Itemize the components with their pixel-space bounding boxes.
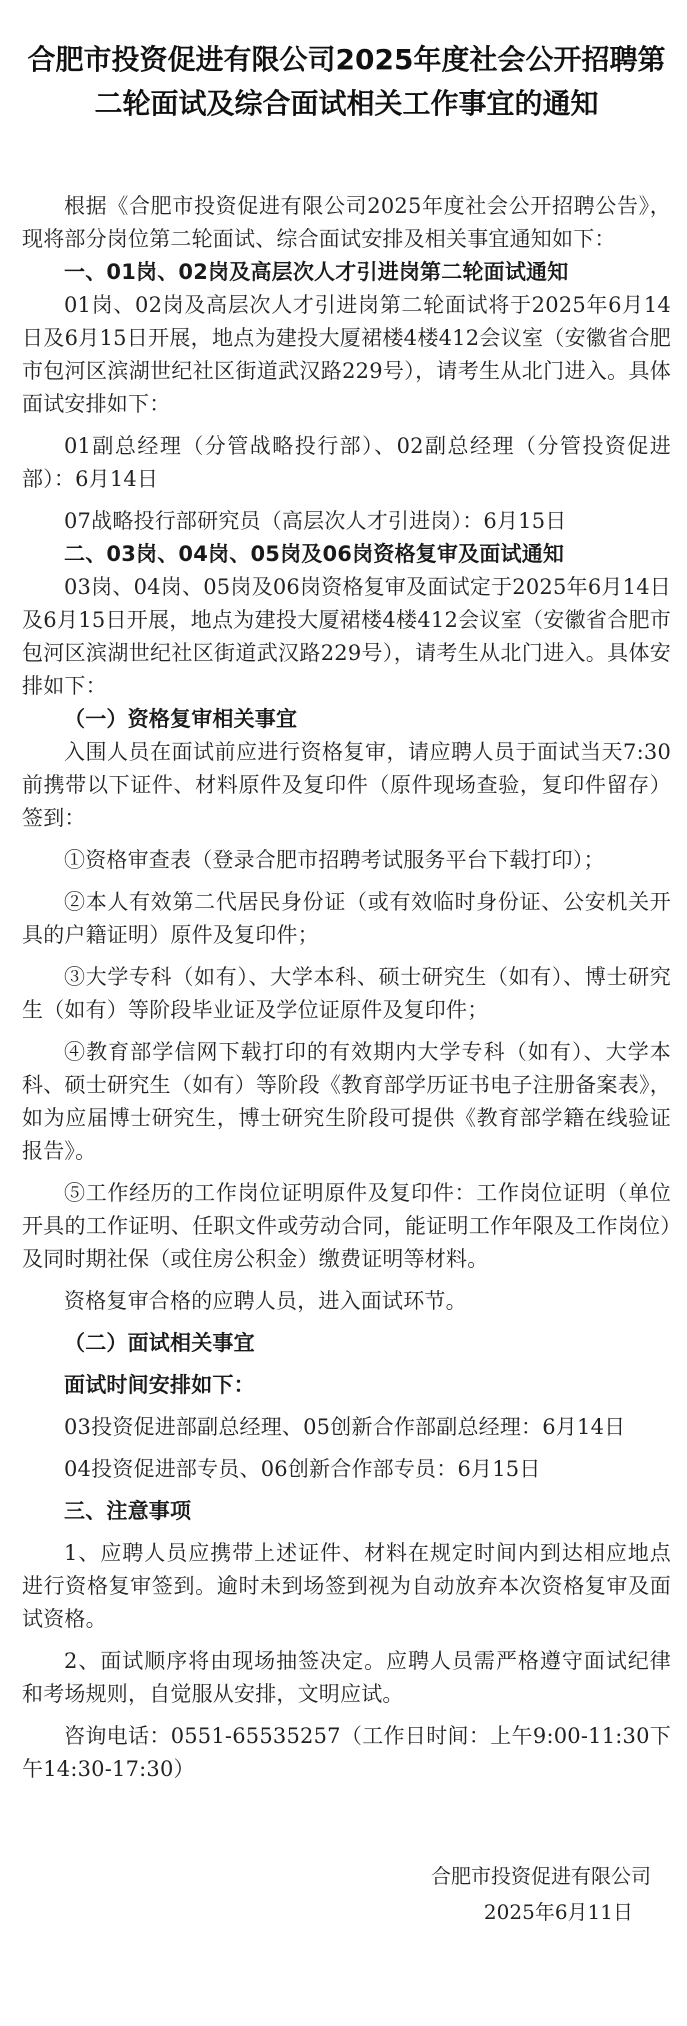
section-1-schedule-item: 01副总经理（分管战略投行部）、02副总经理（分管投资促进部）：6月14日: [22, 434, 671, 491]
requirement-item: ①资格审查表（登录合肥市招聘考试服务平台下载打印）；: [64, 848, 605, 872]
section-2-heading: 二、03岗、04岗、05岗及06岗资格复审及面试通知: [64, 542, 565, 566]
section-3-heading: 三、注意事项: [64, 1499, 192, 1523]
requirement-item: ④教育部学信网下载打印的有效期内大学专科（如有）、大学本科、硕士研究生（如有）等阶段《教育部学历证书电子注册备案表》，如为应届博士研究生，博士研究生阶段可提供《教育部学籍在线验证报告》。: [22, 1040, 671, 1163]
notice-item: 1、应聘人员应携带上述证件、材料在规定时间内到达相应地点进行资格复审签到。逾时未到场签到视为自动放弃本次资格复审及面试资格。: [22, 1541, 671, 1631]
section-2-body: 03岗、04岗、05岗及06岗资格复审及面试定于2025年6月14日及6月15日开展，地点为建投大厦裙楼4楼412会议室（安徽省合肥市包河区滨湖世纪社区街道武汉路229号），请考生从北门进入。具体安排如下：: [22, 575, 671, 698]
signature-date: 2025年6月11日: [483, 1900, 633, 1924]
notice-body: [22, 190, 671, 1786]
signature-block: [22, 1858, 671, 1930]
requirement-item: ②本人有效第二代居民身份证（或有效临时身份证、公安机关开具的户籍证明）原件及复印件；: [22, 890, 671, 947]
section-1-heading: 一、01岗、02岗及高层次人才引进岗第二轮面试通知: [64, 260, 569, 284]
subsection-2-2-heading: （二）面试相关事宜: [64, 1331, 255, 1355]
subsection-2-1-closing: 资格复审合格的应聘人员，进入面试环节。: [64, 1289, 467, 1313]
notice-title: 合肥市投资促进有限公司2025年度社会公开招聘第二轮面试及综合面试相关工作事宜的通知: [27, 43, 666, 120]
notice-item: 2、面试顺序将由现场抽签决定。应聘人员需严格遵守面试纪律和考场规则，自觉服从安排，文明应试。: [22, 1649, 671, 1706]
interview-schedule-item: 04投资促进部专员、06创新合作部专员：6月15日: [64, 1457, 541, 1481]
section-1-body: 01岗、02岗及高层次人才引进岗第二轮面试将于2025年6月14日及6月15日开展，地点为建投大厦裙楼4楼412会议室（安徽省合肥市包河区滨湖世纪社区街道武汉路229号），请考生从北门进入。具体面试安排如下：: [22, 293, 671, 416]
interview-schedule-heading: 面试时间安排如下：: [64, 1373, 255, 1397]
interview-schedule-item: 03投资促进部副总经理、05创新合作部副总经理：6月14日: [64, 1415, 626, 1439]
intro-paragraph: 根据《合肥市投资促进有限公司2025年度社会公开招聘公告》，现将部分岗位第二轮面试、综合面试安排及相关事宜通知如下：: [22, 194, 671, 251]
requirement-item: ③大学专科（如有）、大学本科、硕士研究生（如有）、博士研究生（如有）等阶段毕业证及学位证原件及复印件；: [22, 965, 671, 1022]
subsection-2-1-body: 入围人员在面试前应进行资格复审，请应聘人员于面试当天7:30前携带以下证件、材料原件及复印件（原件现场查验，复印件留存）签到：: [22, 740, 671, 830]
signature-organization: 合肥市投资促进有限公司: [431, 1864, 651, 1888]
subsection-2-1-heading: （一）资格复审相关事宜: [64, 707, 298, 731]
contact-info: 咨询电话：0551-65535257（工作日时间：上午9:00-11:30下午14:30-17:30）: [22, 1724, 671, 1781]
section-1-schedule-item: 07战略投行部研究员（高层次人才引进岗）：6月15日: [64, 509, 567, 533]
requirement-item: ⑤工作经历的工作岗位证明原件及复印件：工作岗位证明（单位开具的工作证明、任职文件或劳动合同，能证明工作年限及工作岗位）及同时期社保（或住房公积金）缴费证明等材料。: [22, 1181, 671, 1271]
